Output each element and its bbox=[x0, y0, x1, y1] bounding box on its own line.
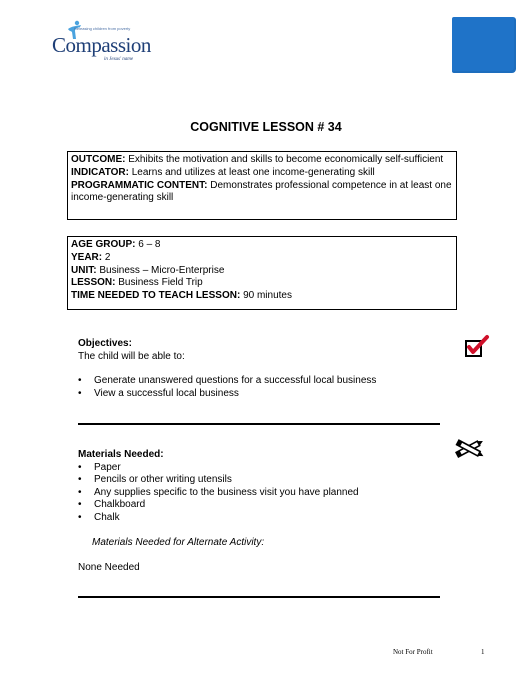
unit-label: UNIT: bbox=[71, 264, 97, 276]
alternate-materials-value: None Needed bbox=[78, 562, 140, 573]
outcome-row bbox=[71, 154, 453, 166]
list-item: • Chalk bbox=[78, 512, 438, 525]
materials-heading: Materials Needed: bbox=[78, 449, 164, 460]
lesson-info-box bbox=[67, 236, 457, 310]
logo-wordmark: Compassion bbox=[52, 33, 151, 57]
year-value: 2 bbox=[104, 251, 111, 263]
pencil-pen-icon bbox=[452, 437, 486, 461]
objectives-section bbox=[78, 338, 438, 400]
time-row bbox=[71, 290, 453, 302]
programmatic-text: Demonstrates professional competence in at least one income-generating skill bbox=[71, 179, 452, 203]
footer-text: Not For Profit bbox=[393, 648, 433, 656]
age-group-label: AGE GROUP: bbox=[71, 239, 136, 250]
page-number: 1 bbox=[481, 648, 485, 656]
checkmark-box-icon bbox=[464, 334, 490, 360]
objectives-list bbox=[78, 375, 438, 400]
alternate-materials-heading: Materials Needed for Alternate Activity: bbox=[92, 537, 265, 548]
indicator-text: Learns and utilizes at least one income-generating skill bbox=[131, 166, 375, 178]
divider bbox=[78, 596, 440, 598]
blue-color-block bbox=[452, 17, 516, 73]
lesson-label: LESSON: bbox=[71, 277, 116, 289]
year-row bbox=[71, 252, 453, 264]
list-item: • Any supplies specific to the business visit you have planned bbox=[78, 487, 438, 500]
materials-list bbox=[78, 462, 438, 525]
list-item: • Pencils or other writing utensils bbox=[78, 474, 438, 487]
list-item: • View a successful local business bbox=[78, 388, 438, 401]
outcome-box bbox=[67, 151, 457, 220]
compassion-logo bbox=[52, 26, 164, 68]
page-title: COGNITIVE LESSON # 34 bbox=[190, 120, 342, 134]
time-value: 90 minutes bbox=[243, 290, 292, 302]
lesson-value: Business Field Trip bbox=[118, 277, 203, 289]
objectives-heading: Objectives: bbox=[78, 338, 132, 349]
indicator-label: INDICATOR: bbox=[71, 166, 129, 178]
list-item: • Paper bbox=[78, 462, 438, 475]
materials-section bbox=[78, 449, 438, 524]
list-item: • Chalkboard bbox=[78, 499, 438, 512]
objectives-intro: The child will be able to: bbox=[78, 350, 185, 362]
age-group-value: 6 – 8 bbox=[138, 239, 161, 250]
indicator-row bbox=[71, 167, 453, 179]
outcome-text: Exhibits the motivation and skills to become economically self-sufficient bbox=[128, 154, 444, 165]
unit-row bbox=[71, 265, 453, 277]
outcome-label: OUTCOME: bbox=[71, 154, 126, 165]
list-item: • Generate unanswered questions for a successful local business bbox=[78, 375, 438, 388]
logo-tagline: Releasing children from poverty bbox=[74, 26, 131, 31]
unit-value: Business – Micro-Enterprise bbox=[99, 264, 225, 276]
age-group-row bbox=[71, 239, 453, 251]
year-label: YEAR: bbox=[71, 251, 103, 263]
programmatic-row bbox=[71, 180, 453, 205]
logo-subtitle: in Jesus' name bbox=[104, 57, 134, 62]
lesson-row bbox=[71, 277, 453, 289]
time-label: TIME NEEDED TO TEACH LESSON: bbox=[71, 290, 241, 302]
divider bbox=[78, 423, 440, 425]
programmatic-label: PROGRAMMATIC CONTENT: bbox=[71, 179, 208, 191]
